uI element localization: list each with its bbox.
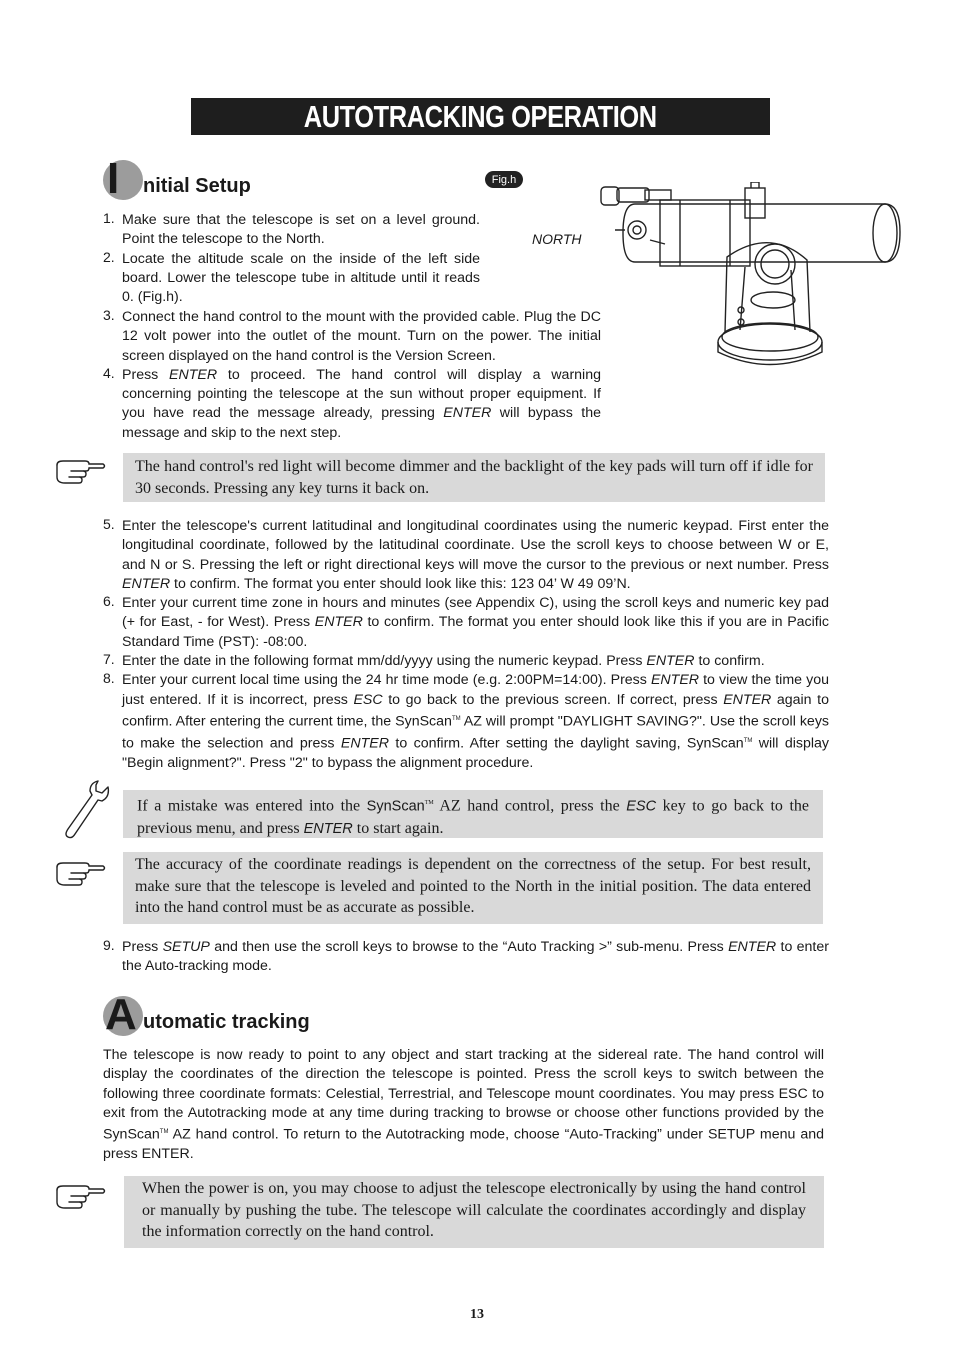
pointing-hand-icon — [55, 459, 107, 485]
setup-steps-1-2 — [103, 211, 480, 307]
automatic-tracking-paragraph: The telescope is now ready to point to any object and start tracking at the sidereal rate. The hand control will display the coordinates of the direction the telescope is pointed. Press the scroll keys to switch between the following three coordinate formats: Celestial, Terrestrial, and Telescope mount coordinates. You may press ESC to exit from the Autotracking mode at any time during tracking to browse or choose other functions provided by the SynScan™ AZ hand control. To return to the Autotracking mode, choose “Auto-Tracking” under SETUP menu and press ENTER. — [103, 1047, 824, 1163]
list-item: 9. Press SETUP and then use the scroll keys to browse to the “Auto Tracking >” sub-menu. Press ENTER to enter the Auto-tracking mode. — [103, 937, 829, 975]
page-title-bar — [191, 98, 770, 135]
telescope-illustration — [595, 182, 905, 372]
figure-north-label: NORTH — [532, 231, 582, 247]
pointing-hand-icon — [55, 861, 107, 887]
wrench-icon — [60, 779, 110, 839]
setup-steps-3-4 — [103, 308, 601, 443]
section-automatic-letter: A — [103, 996, 143, 1036]
figure-badge: Fig.h — [485, 171, 523, 188]
list-item: 1. Make sure that the telescope is set on a level ground. Point the telescope to the North. — [103, 210, 480, 248]
list-item: 6. Enter your current time zone in hours and minutes (see Appendix C), using the scroll keys and numeric key pad (+ for East, - for West). Press ENTER to confirm. The format you enter should look like this if you are in Pacific Standard Time (PST): -08:00. — [103, 593, 829, 650]
list-item: 3. Connect the hand control to the mount with the provided cable. Plug the DC 12 volt power into the outlet of the mount. Turn on the power. The initial screen displayed on the hand control is the Version Screen. — [103, 307, 601, 364]
note-mistake: If a mistake was entered into the SynScan™ AZ hand control, press the ESC key to go back to the previous menu, and press ENTER to start again. — [123, 790, 823, 838]
list-item: 5. Enter the telescope's current latitudinal and longitudinal coordinates using the numeric keypad. First enter the longitudinal coordinate, followed by the latitudinal coordinate. Use the scroll keys to choose between W or E, and N or S. Pressing the left or right directional keys will move the cursor to the previous or next number. Press ENTER to confirm. The format you enter should look like this: 123 04’ W 49 09’N. — [103, 516, 829, 592]
note-backlight: The hand control's red light will become dimmer and the backlight of the key pads will turn off if idle for 30 seconds. Pressing any key turns it back on. — [123, 453, 825, 502]
pointing-hand-icon — [55, 1184, 107, 1210]
note-accuracy: The accuracy of the coordinate readings is dependent on the correctness of the setup. For best result, make sure that the telescope is leveled and pointed to the North in the initial position. The data entered into the hand control must be as accurate as possible. — [123, 852, 823, 924]
page-title: AUTOTRACKING OPERATION — [304, 98, 657, 134]
note-power-on: When the power is on, you may choose to adjust the telescope electronically by using the hand control or manually by pushing the tube. The telescope will calculate the coordinates accordingly and display the information correctly on the hand control. — [124, 1176, 824, 1248]
list-item: 7. Enter the date in the following format mm/dd/yyyy using the numeric keypad. Press ENTER to confirm. — [103, 651, 765, 670]
automatic-tracking-heading — [103, 990, 310, 1039]
automatic-tracking-title: utomatic tracking — [143, 1011, 310, 1033]
list-item: 4. Press ENTER to proceed. The hand control will display a warning concerning pointing the telescope at the sun without proper equipment. If you have read the message already, pressing ENTER will bypass the message and skip to the next step. — [103, 364, 601, 441]
section-initial-letter: I — [103, 160, 143, 200]
setup-steps-5-8 — [103, 517, 829, 773]
page-number: 13 — [470, 1307, 484, 1322]
list-item: 8. Enter your current local time using the 24 hr time mode (e.g. 2:00PM=14:00). Press ENTER to view the time you just entered. If it is incorrect, press ESC to go back to the previous screen. If correct, press ENTER again to confirm. After entering the current time, the SynScan™ AZ will prompt "DAYLIGHT SAVING?". Use the scroll keys to make the selection and press ENTER to confirm. After setting the daylight saving, SynScan™ will display "Begin alignment?". Press "2" to bypass the alignment procedure. — [103, 670, 830, 772]
initial-setup-heading — [103, 154, 251, 203]
list-item: 2. Locate the altitude scale on the inside of the left side board. Lower the telescope tube in altitude until it reads 0. (Fig.h). — [103, 248, 480, 306]
setup-step-9 — [103, 938, 829, 977]
initial-setup-title: nitial Setup — [143, 175, 251, 197]
